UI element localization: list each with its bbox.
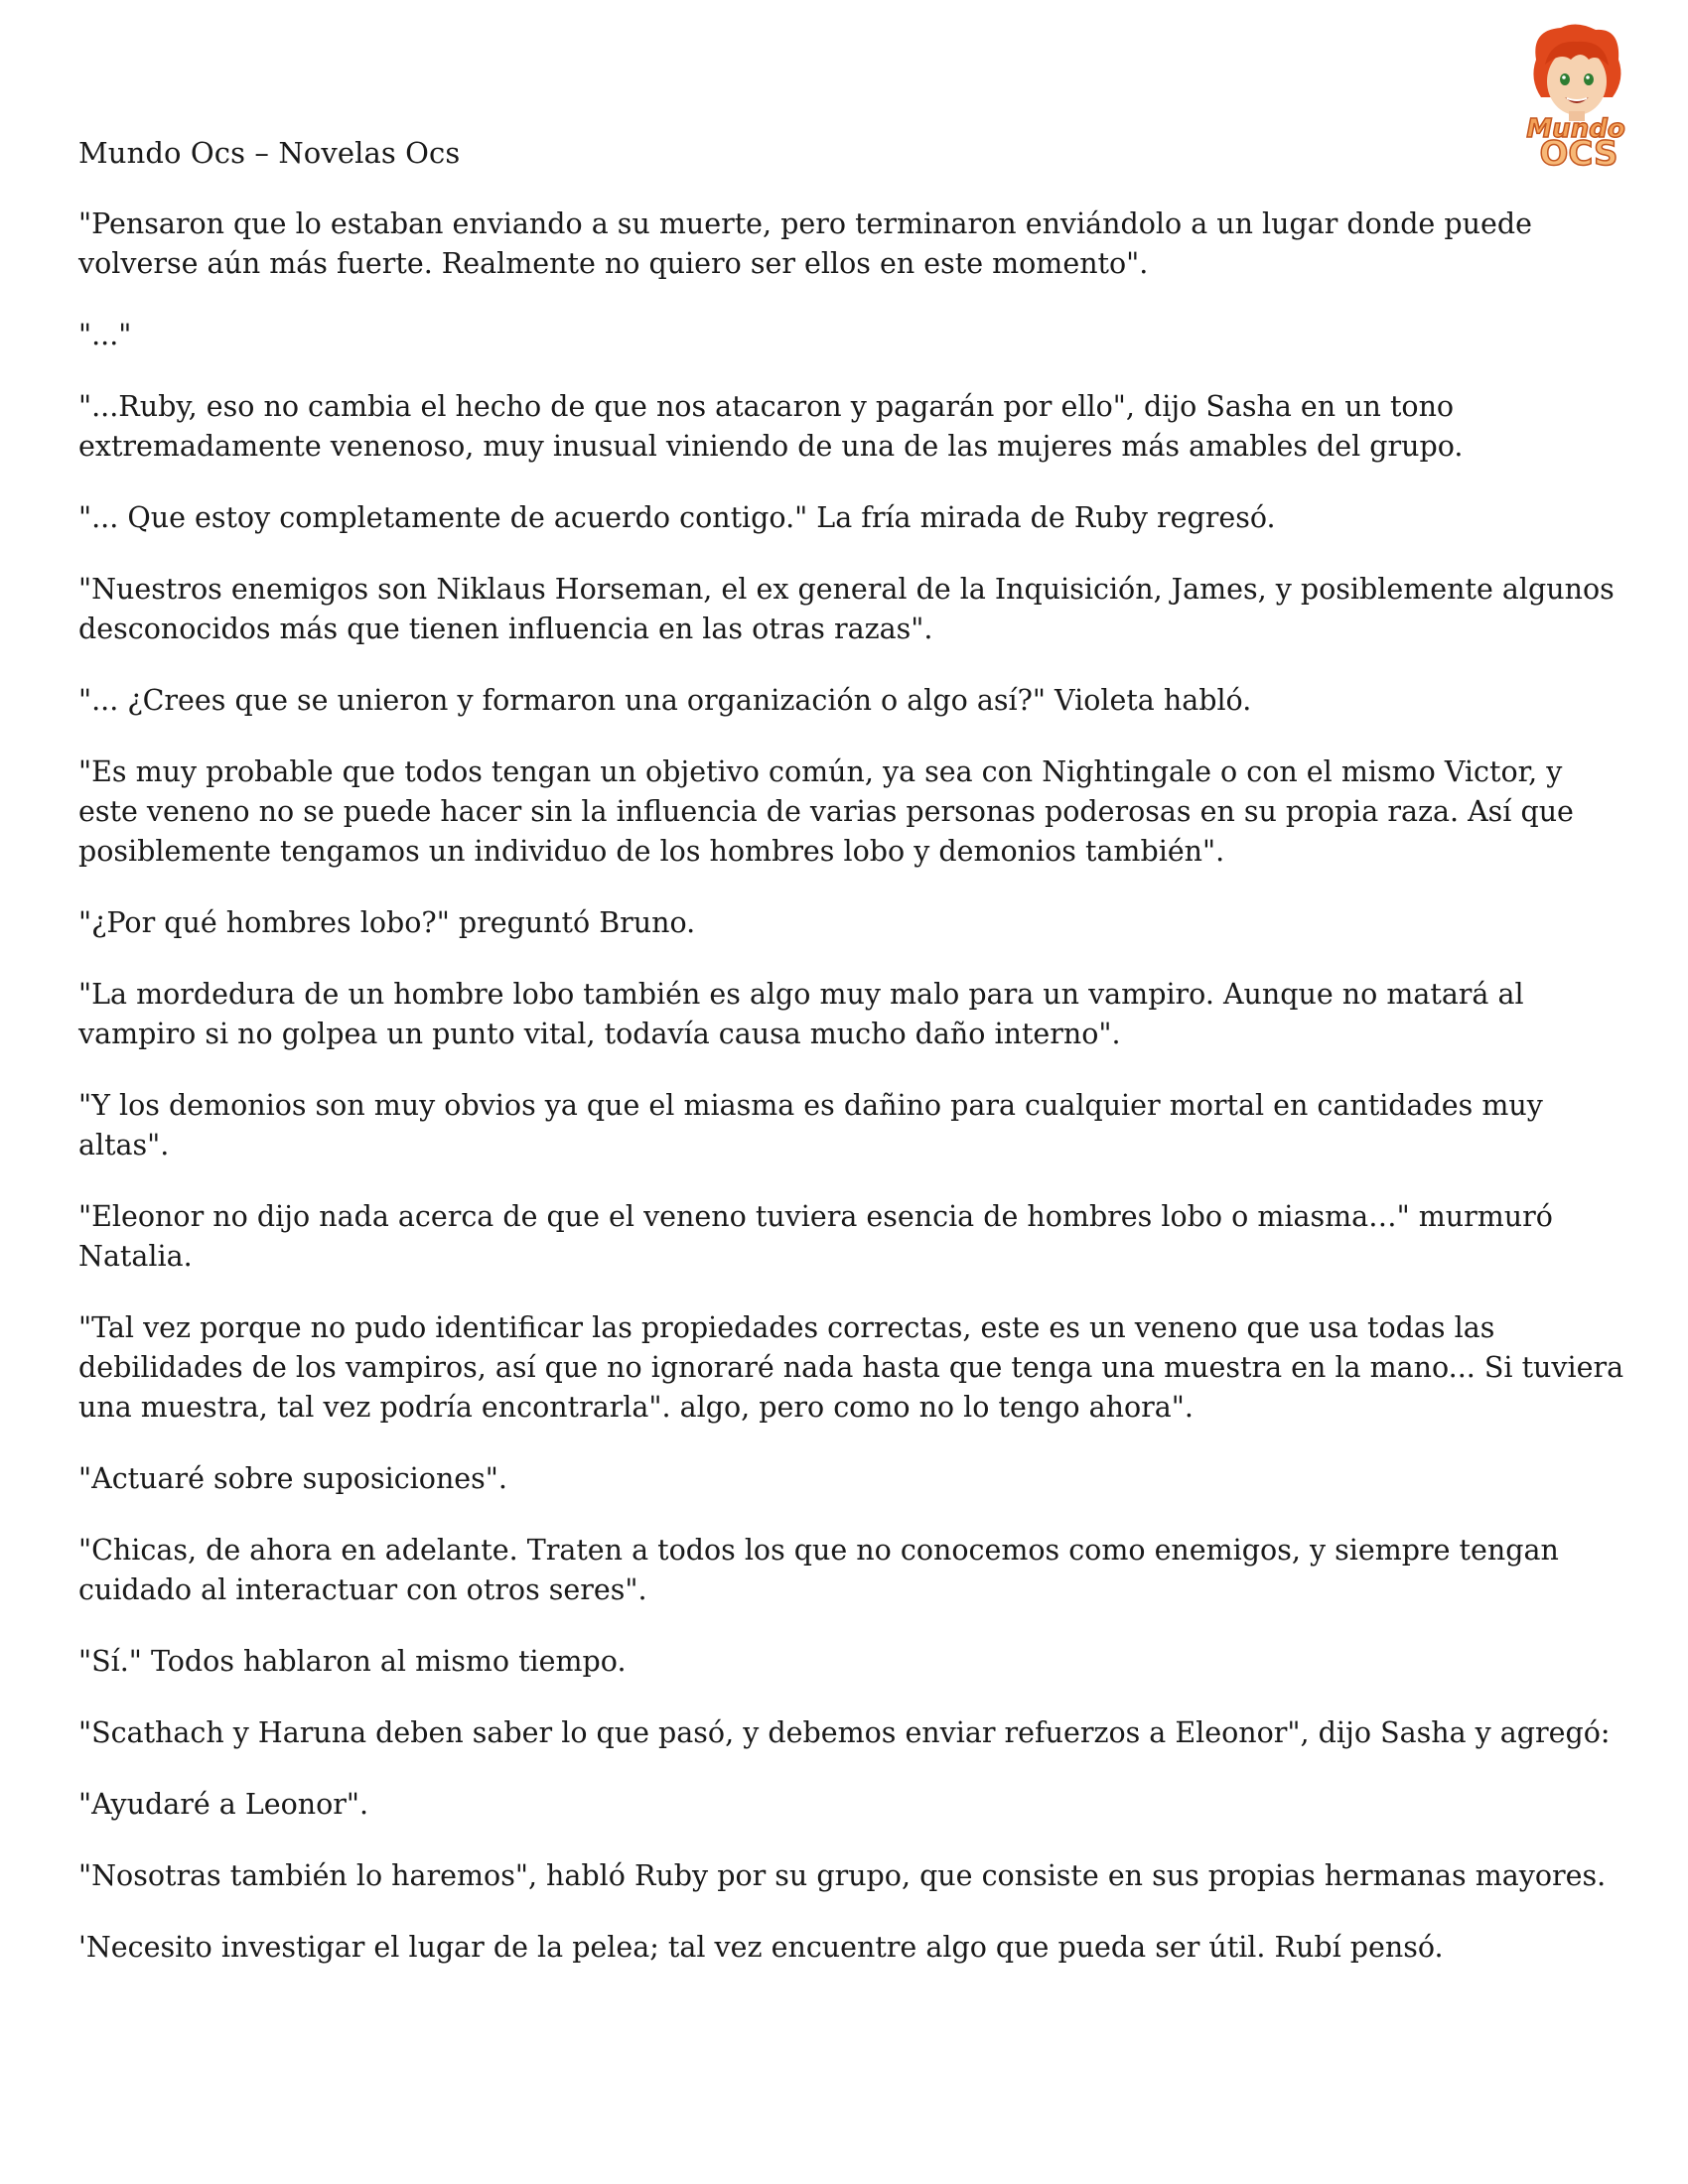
svg-text:Mundo: Mundo [1526,114,1625,144]
paragraph: "La mordedura de un hombre lobo también es algo muy malo para un vampiro. Aunque no matará al vampiro si no golpea un punto vital, todavía causa mucho daño interno". [78,978,1524,1050]
paragraph: "Ayudaré a Leonor". [78,1788,369,1821]
paragraph: "Pensaron que lo estaban enviando a su muerte, pero terminaron enviándolo a un lugar donde puede volverse aún más fuerte. Realmente no quiero ser ellos en este momento". [78,207,1532,280]
paragraph: "Eleonor no dijo nada acerca de que el veneno tuviera esencia de hombres lobo o miasma…" murmuró Natalia. [78,1200,1553,1273]
paragraph: "Sí." Todos hablaron al mismo tiempo. [78,1645,627,1678]
page-header: Mundo Ocs – Novelas Ocs [78,136,461,170]
paragraph: "Tal vez porque no pudo identificar las propiedades correctas, este es un veneno que usa todas las debilidades de los vampiros, así que no ignoraré nada hasta que tenga una muestra en la mano... Si tuviera una muestra, tal vez podría encontrarla". algo, pero como no lo tengo ahora". [78,1311,1624,1424]
paragraph: "... ¿Crees que se unieron y formaron una organización o algo así?" Violeta habló. [78,684,1252,717]
paragraph: "Nosotras también lo haremos", habló Ruby por su grupo, que consiste en sus propias hermanas mayores. [78,1859,1607,1892]
paragraph: "Es muy probable que todos tengan un objetivo común, ya sea con Nightingale o con el mismo Victor, y este veneno no se puede hacer sin la influencia de varias personas poderosas en su propia raza. Así que posiblemente tengamos un individuo de los hombres lobo y demonios también". [78,755,1574,868]
paragraph: "Nuestros enemigos son Niklaus Horseman, el ex general de la Inquisición, James, y posiblemente algunos desconocidos más que tienen influencia en las otras razas". [78,573,1615,645]
paragraph: "... Que estoy completamente de acuerdo contigo." La fría mirada de Ruby regresó. [78,501,1276,534]
paragraph: "¿Por qué hombres lobo?" preguntó Bruno. [78,906,696,939]
document-body [78,205,1627,1999]
paragraph: 'Necesito investigar el lugar de la pelea; tal vez encuentre algo que pueda ser útil. Rubí pensó. [78,1931,1444,1964]
paragraph: "Y los demonios son muy obvios ya que el miasma es dañino para cualquier mortal en cantidades muy altas". [78,1089,1543,1161]
paragraph: "Chicas, de ahora en adelante. Traten a todos los que no conocemos como enemigos, y siempre tengan cuidado al interactuar con otros seres". [78,1534,1559,1606]
svg-text:OCS: OCS [1539,134,1618,174]
paragraph: "..." [78,319,132,351]
paragraph: "Scathach y Haruna deben saber lo que pasó, y debemos enviar refuerzos a Eleonor", dijo Sasha y agregó: [78,1716,1611,1749]
paragraph: "Actuaré sobre suposiciones". [78,1462,507,1495]
paragraph: "...Ruby, eso no cambia el hecho de que nos atacaron y pagarán por ello", dijo Sasha en un tono extremadamente venenoso, muy inusual viniendo de una de las mujeres más amables del grupo. [78,390,1464,463]
mascot-logo-icon [1501,20,1650,174]
